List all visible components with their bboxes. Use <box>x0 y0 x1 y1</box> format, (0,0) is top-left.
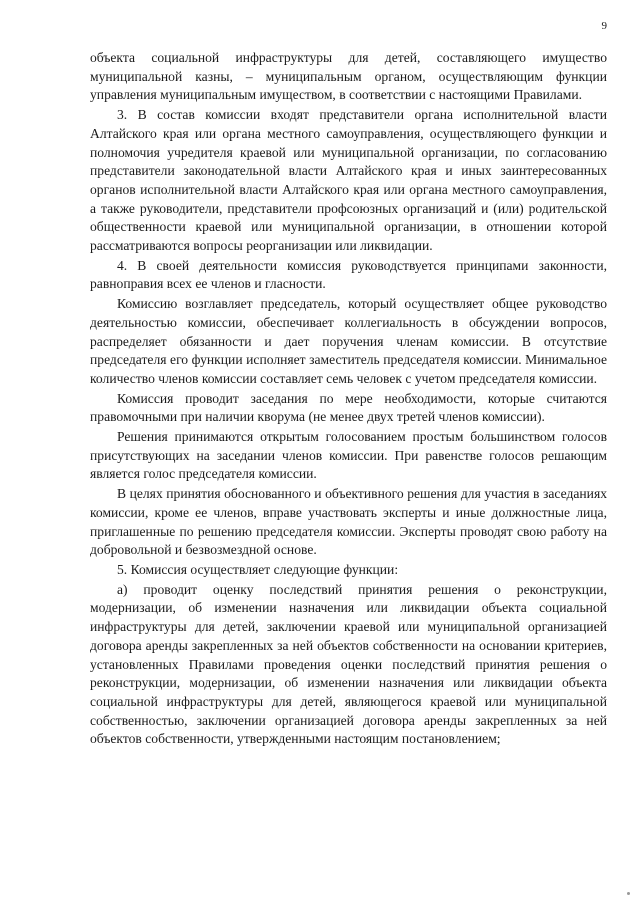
document-body <box>90 49 607 749</box>
paragraph-meetings: Комиссия проводит заседания по мере необходимости, которые считаются правомочными при наличии кворума (не менее двух третей членов комиссии). <box>90 390 607 425</box>
scan-dot <box>627 892 630 895</box>
paragraph-chairman: Комиссию возглавляет председатель, который осуществляет общее руководство деятельностью комиссии, обеспечивает коллегиальность в обсуждении вопросов, распределяет обязанности и дает поручения членам комиссии. В отсутствие председателя его функции исполняет заместитель председателя комиссии. Минимальное количество членов комиссии составляет семь человек с учетом председателя комиссии. <box>90 296 607 386</box>
paragraph-experts: В целях принятия обоснованного и объективного решения для участия в заседаниях комиссии, кроме ее членов, вправе участвовать эксперты и иные должностные лица, приглашенные по решению председателя комиссии. Эксперты проводят свою работу на добровольной и безвозмездной основе. <box>90 486 607 558</box>
paragraph-item-5a: а) проводит оценку последствий принятия решения о реконструкции, модернизации, об изменении назначения или ликвидации объекта социальной инфраструктуры для детей, заключении краевой или муниципальной организацией договора аренды закрепленных за ней объектов собственности на основании критериев, установленных Правилами проведения оценки последствий принятия решения о реконструкции, модернизации, об изменении назначения или ликвидации объекта социальной инфраструктуры для детей, являющегося краевой или муниципальной собственностью, заключении организацией договора аренды закрепленных за ней объектов собственности, утвержденными настоящим постановлением; <box>90 581 607 747</box>
paragraph-item-4: 4. В своей деятельности комиссия руководствуется принципами законности, равноправия всех ее членов и гласности. <box>90 257 607 292</box>
paragraph-continuation: объекта социальной инфраструктуры для детей, составляющего имущество муниципальной казны, – муниципальным органом, осуществляющим функции управления муниципальным имуществом, в соответствии с настоящими Правилами. <box>90 50 607 103</box>
paragraph-item-3: 3. В состав комиссии входят представители органа исполнительной власти Алтайского края или органа местного самоуправления, осуществляющего функции и полномочия учредителя краевой или муниципальной организации, по согласованию представители законодательной власти Алтайского края и иных заинтересованных органов исполнительной власти Алтайского края или органа местного самоуправления, а также руководители, представители профсоюзных организаций и (или) родительской общественности краевой или муниципальной организации, в отношении которой рассматриваются вопросы реорганизации или ликвидации. <box>90 107 607 254</box>
paragraph-decisions: Решения принимаются открытым голосованием простым большинством голосов присутствующих на заседании членов комиссии. При равенстве голосов решающим является голос председателя комиссии. <box>90 429 607 482</box>
paragraph-item-5: 5. Комиссия осуществляет следующие функции: <box>117 561 399 577</box>
page-number: 9 <box>601 20 607 32</box>
